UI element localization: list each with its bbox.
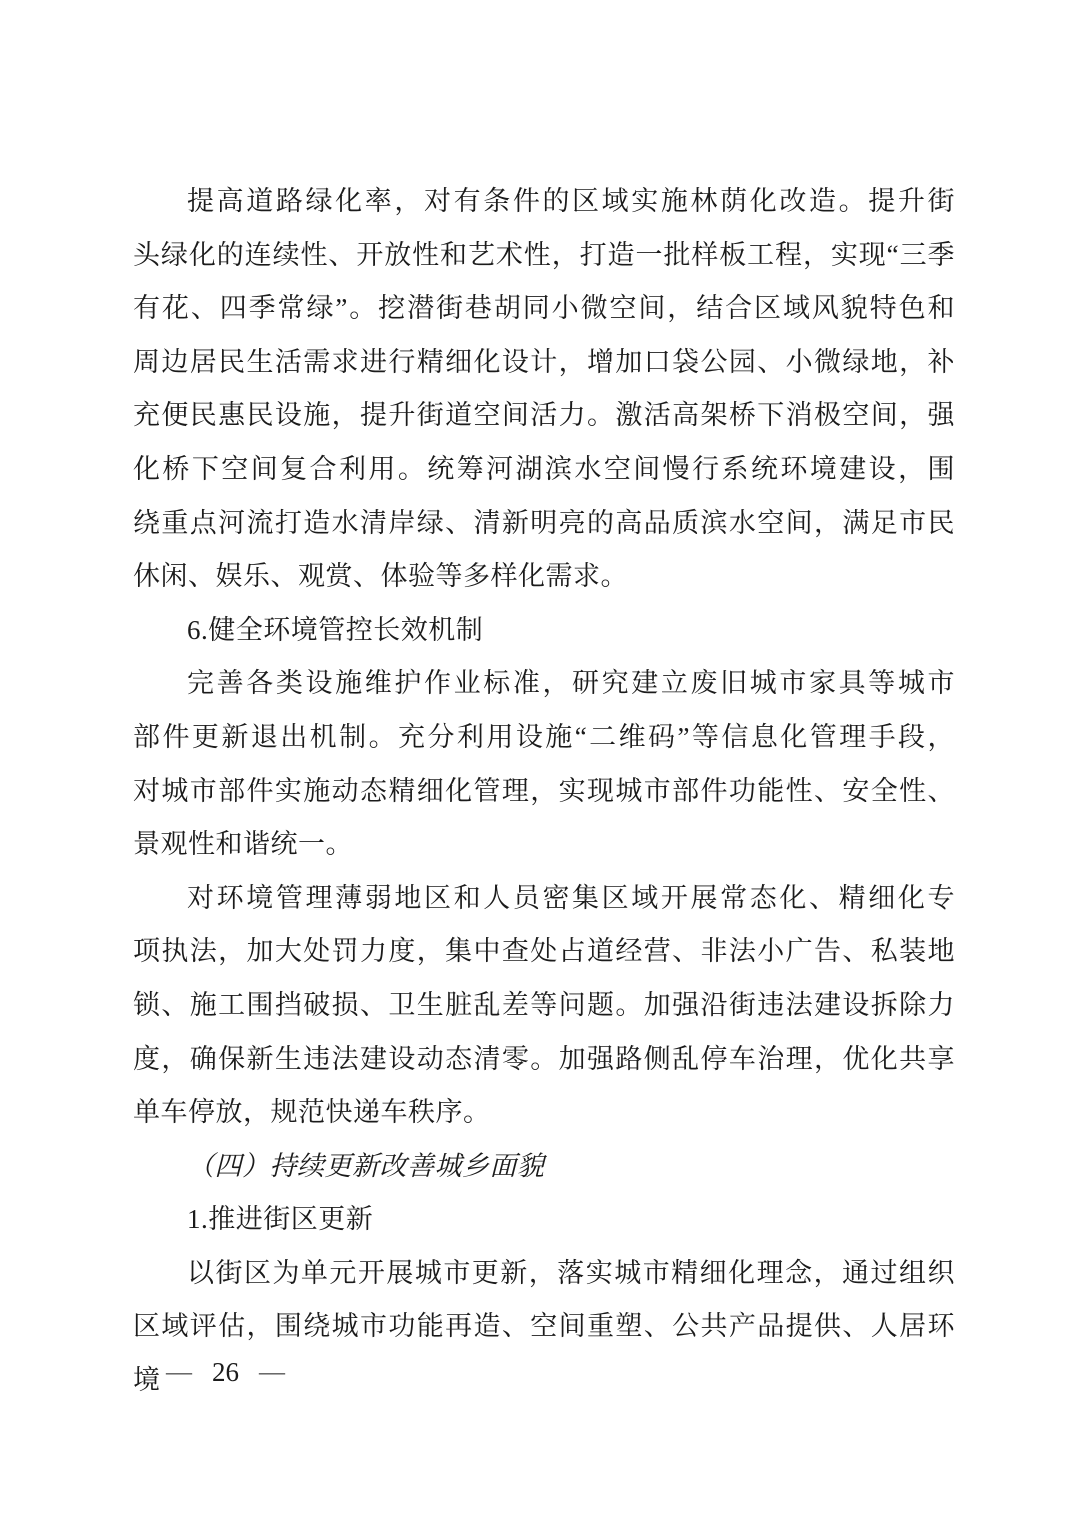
footer-dash-left: —	[166, 1357, 192, 1386]
paragraph-line: 有花、四季常绿”。挖潜街巷胡同小微空间，结合区域风貌特色和	[133, 293, 955, 324]
paragraph-last-line: 景观性和谐统一。	[133, 829, 353, 860]
paragraph-line: 锁、施工围挡破损、卫生脏乱差等问题。加强沿街违法建设拆除力	[133, 989, 955, 1020]
paragraph-line: 化桥下空间复合利用。统筹河湖滨水空间慢行系统环境建设，围	[133, 453, 955, 484]
page-number: 26	[212, 1357, 239, 1387]
paragraph-line: 项执法，加大处罚力度，集中查处占道经营、非法小广告、私装地	[133, 936, 955, 967]
paragraph-line: 充便民惠民设施，提升街道空间活力。激活高架桥下消极空间，强	[133, 400, 955, 431]
paragraph-line: 度，确保新生违法建设动态清零。加强路侧乱停车治理，优化共享	[133, 1043, 955, 1074]
paragraph-last-line: 休闲、娱乐、观赏、体验等多样化需求。	[133, 561, 628, 592]
section-heading: （四）持续更新改善城乡面貌	[187, 1150, 545, 1181]
numbered-subheading: 6.健全环境管控长效机制	[187, 614, 484, 645]
paragraph-last-line: 单车停放，规范快递车秩序。	[133, 1097, 491, 1128]
paragraph-line: 对城市部件实施动态精细化管理，实现城市部件功能性、安全性、	[133, 775, 955, 806]
paragraph-line: 区域评估，围绕城市功能再造、空间重塑、公共产品提供、人居环境	[133, 1311, 955, 1396]
footer-dash-right: —	[259, 1357, 285, 1386]
paragraph-first-line: 以街区为单元开展城市更新，落实城市精细化理念，通过组织	[187, 1257, 955, 1288]
paragraph-first-line: 对环境管理薄弱地区和人员密集区域开展常态化、精细化专	[187, 882, 955, 913]
paragraph-line: 周边居民生活需求进行精细化设计，增加口袋公园、小微绿地，补	[133, 346, 955, 377]
numbered-subheading: 1.推进街区更新	[187, 1204, 374, 1235]
paragraph-first-line: 提高道路绿化率，对有条件的区域实施林荫化改造。提升街	[187, 186, 955, 216]
paragraph-line: 头绿化的连续性、开放性和艺术性，打造一批样板工程，实现“三季	[133, 239, 955, 270]
page-footer	[166, 1356, 285, 1388]
paragraph-first-line: 完善各类设施维护作业标准，研究建立废旧城市家具等城市	[187, 668, 955, 699]
paragraph-line: 部件更新退出机制。充分利用设施“二维码”等信息化管理手段，	[133, 721, 955, 752]
paragraph-line: 绕重点河流打造水清岸绿、清新明亮的高品质滨水空间，满足市民	[133, 507, 955, 538]
